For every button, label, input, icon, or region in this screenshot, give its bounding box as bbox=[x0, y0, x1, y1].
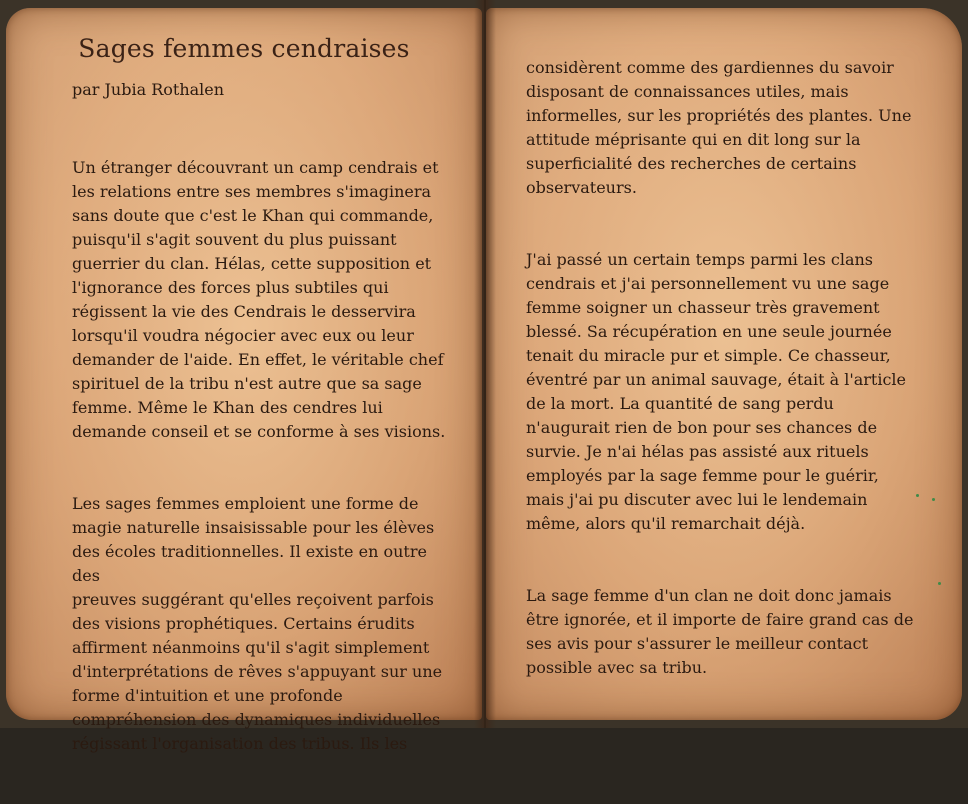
left-page[interactable] bbox=[6, 8, 482, 753]
right-page-text bbox=[526, 32, 916, 728]
book-title: Sages femmes cendraises bbox=[78, 34, 410, 63]
paragraph: La sage femme d'un clan ne doit donc jamais être ignorée, et il importe de faire grand cas de ses avis pour s'assurer le meilleur contact possible avec sa tribu. bbox=[526, 586, 914, 677]
paragraph: Les sages femmes emploient une forme de magie naturelle insaisissable pour les élèves des écoles traditionnelles. Il existe en outre des preuves suggérant qu'elles reçoivent parfois des visions prophétiques. Certains érudits affirment néanmoins qu'il s'agit simplement d'interprétations de rêves s'appuyant sur une forme d'intuition et une profonde compréhension des dynamiques individuelles régissant l'organisation des tribus. Ils les bbox=[72, 494, 443, 753]
book-spine-gutter bbox=[474, 0, 496, 728]
paragraph: considèrent comme des gardiennes du savoir disposant de connaissances utiles, mais informelles, sur les propriétés des plantes. Une attitude méprisante qui en dit long sur la superficialité des recherches de certains observateurs. bbox=[526, 58, 912, 197]
paper-speck bbox=[932, 498, 935, 501]
left-page-text bbox=[72, 132, 458, 804]
book-author: par Jubia Rothalen bbox=[72, 80, 225, 99]
paragraph: J'ai passé un certain temps parmi les clans cendrais et j'ai personnellement vu une sage femme soigner un chasseur très gravement blessé. Sa récupération en une seule journée tenait du miracle pur et simple. Ce chasseur, éventré par un animal sauvage, était à l'article de la mort. La quantité de sang perdu n'augurait rien de bon pour ses chances de survie. Je n'ai hélas pas assisté aux rituels employés par la sage femme pour le guérir, mais j'ai pu discuter avec lui le lendemain même, alors qu'il remarchait déjà. bbox=[526, 250, 907, 533]
paper-speck bbox=[916, 494, 919, 497]
right-page[interactable] bbox=[486, 8, 962, 720]
paper-speck bbox=[938, 582, 941, 585]
paragraph: Un étranger découvrant un camp cendrais et les relations entre ses membres s'imaginera sans doute que c'est le Khan qui commande, puisqu'il s'agit souvent du plus puissant guerrier du clan. Hélas, cette supposition et l'ignorance des forces plus subtiles qui régissent la vie des Cendrais le desservira lorsqu'il voudra négocier avec eux ou leur demander de l'aide. En effet, le véritable chef spirituel de la tribu n'est autre que sa sage femme. Même le Khan des cendres lui demande conseil et se conforme à ses visions. bbox=[72, 158, 446, 441]
